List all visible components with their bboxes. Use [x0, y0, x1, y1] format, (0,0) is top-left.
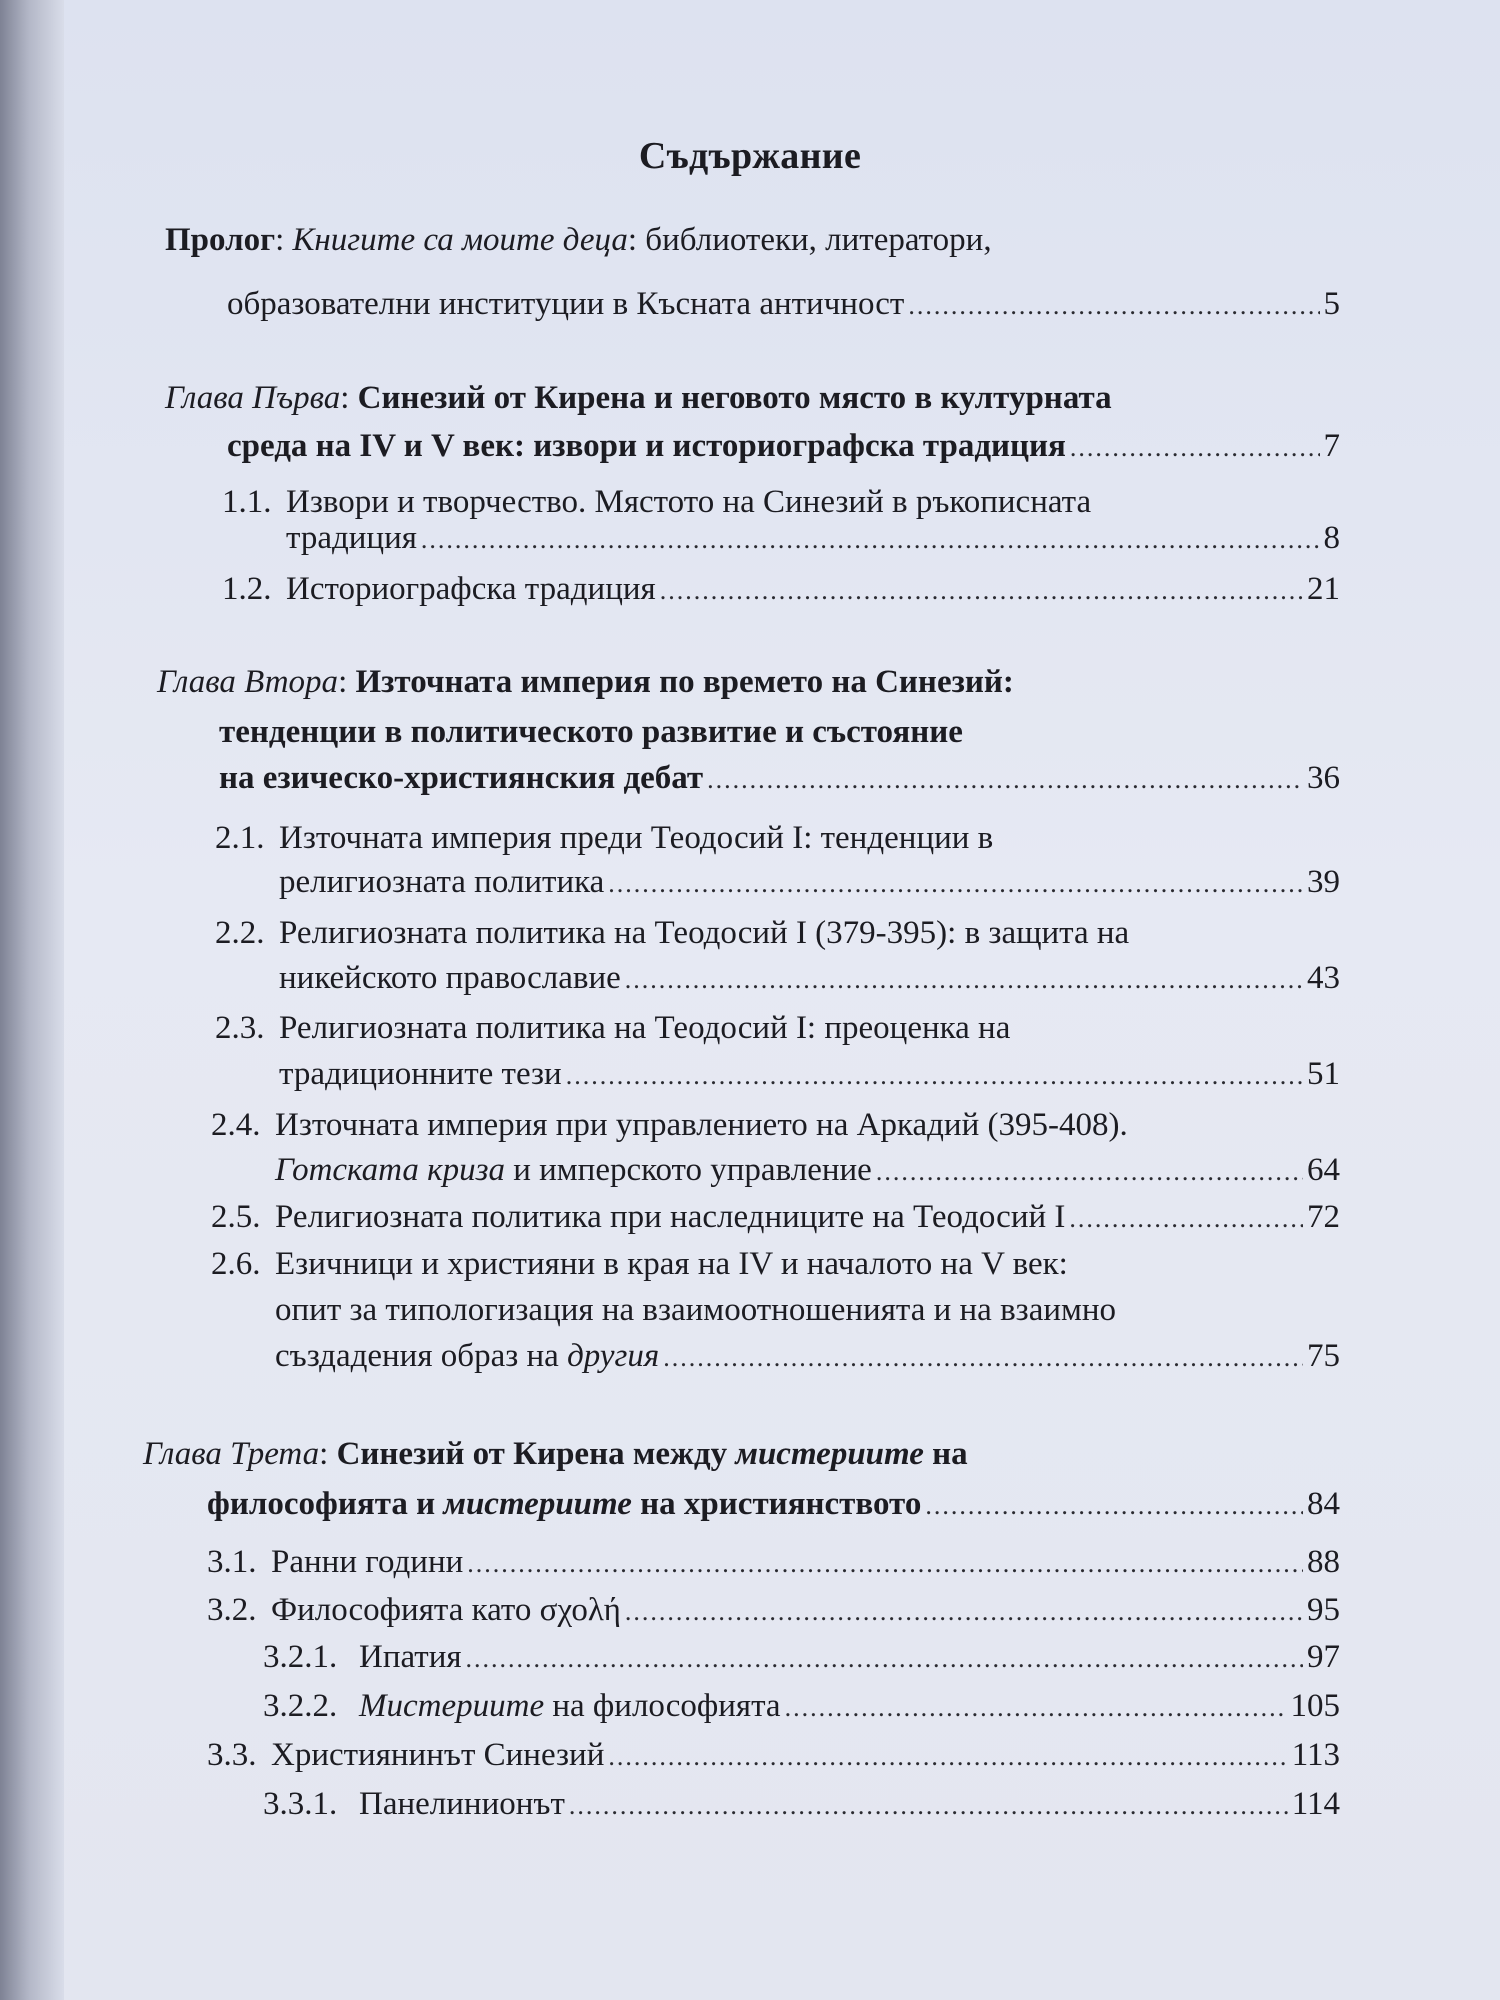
toc-entry-chapter-3: Глава Трета: Синезий от Кирена между мистериите на [143, 1436, 968, 1472]
page-number: 105 [1290, 1688, 1340, 1724]
toc-entry-chapter-1: Глава Първа: Синезий от Кирена и неговото място в културната [165, 380, 1112, 416]
page-number: 5 [1323, 286, 1340, 322]
leader-dots [1069, 1204, 1303, 1234]
toc-entry-chapter-2-line3: на езическо-християнския дебат ..... 36 [219, 760, 1340, 798]
leader-dots [466, 1644, 1303, 1674]
toc-section-1-1-line2: традиция ..... 8 [286, 520, 1340, 558]
toc-section-1-1: 1.1. Извори и творчество. Мястото на Синезий в ръкописната [222, 484, 1092, 520]
leader-dots [625, 1597, 1303, 1627]
leader-dots [421, 525, 1320, 555]
toc-section-2-4-line2: Готската криза и имперското управление ..... 64 [275, 1152, 1340, 1190]
leader-dots [660, 576, 1303, 606]
page-title: Съдържание [638, 135, 862, 177]
toc-section-3-1: 3.1. Ранни години ..... 88 [207, 1544, 1340, 1582]
page-number: 84 [1307, 1486, 1340, 1522]
page-number: 51 [1307, 1056, 1340, 1092]
leader-dots [569, 1791, 1288, 1821]
toc-section-3-2: 3.2. Философията като σχολή ..... 95 [207, 1592, 1340, 1630]
toc-section-3-3-1: 3.3.1. Панелинионът ..... 114 [263, 1786, 1340, 1824]
toc-section-2-1: 2.1. Източната империя преди Теодосий I: тенденции в [215, 820, 994, 856]
toc-section-2-6-line2: опит за типологизация на взаимоотношенията и на взаимно [275, 1292, 1117, 1328]
page-number: 7 [1323, 428, 1340, 464]
leader-dots [707, 765, 1303, 795]
toc-section-2-6-line3: създадения образ на другия ..... 75 [275, 1338, 1340, 1376]
toc-section-3-2-2: 3.2.2. Мистериите на философията ..... 105 [263, 1688, 1340, 1726]
toc-entry-prologue: Пролог: Книгите са моите деца: библиотеки, литератори, [165, 222, 992, 258]
prologue-label: Пролог [165, 222, 276, 258]
page-number: 75 [1307, 1338, 1340, 1374]
chapter-label: Глава Първа [165, 380, 341, 416]
page-number: 113 [1291, 1737, 1340, 1773]
toc-section-2-6: 2.6. Езичници и християни в края на IV и началото на V век: [211, 1246, 1068, 1282]
leader-dots [925, 1491, 1303, 1521]
toc-section-1-2: 1.2. Историографска традиция ..... 21 [222, 571, 1340, 609]
toc-section-3-2-1: 3.2.1. Ипатия ..... 97 [263, 1639, 1340, 1677]
chapter-label: Глава Втора [157, 664, 339, 700]
leader-dots [467, 1549, 1303, 1579]
toc-entry-prologue-line2: образователни институции в Късната античност ..... 5 [227, 286, 1340, 324]
leader-dots [908, 291, 1319, 321]
page-number: 8 [1323, 520, 1340, 556]
toc-entry-chapter-1-line2: среда на IV и V век: извори и историографска традиция ..... 7 [227, 428, 1340, 466]
toc-section-3-3: 3.3. Християнинът Синезий ..... 113 [207, 1737, 1340, 1775]
page-number: 64 [1307, 1152, 1340, 1188]
leader-dots [608, 869, 1303, 899]
page-number: 95 [1307, 1592, 1340, 1628]
leader-dots [663, 1343, 1303, 1373]
leader-dots [785, 1693, 1287, 1723]
toc-section-2-3: 2.3. Религиозната политика на Теодосий I: преоценка на [215, 1010, 1011, 1046]
page-number: 97 [1307, 1639, 1340, 1675]
page-number: 114 [1291, 1786, 1340, 1822]
toc-entry-chapter-3-line2: философията и мистериите на християнството ..... 84 [207, 1486, 1340, 1524]
toc-entry-chapter-2: Глава Втора: Източната империя по времето на Синезий: [157, 664, 1014, 700]
chapter-label: Глава Трета [143, 1436, 320, 1472]
leader-dots [608, 1742, 1287, 1772]
toc-section-2-2-line2: никейското православие ..... 43 [279, 960, 1340, 998]
toc-section-2-3-line2: традиционните тези ..... 51 [279, 1056, 1340, 1094]
page-number: 39 [1307, 864, 1340, 900]
leader-dots [566, 1061, 1303, 1091]
page-number: 43 [1307, 960, 1340, 996]
page-number: 36 [1307, 760, 1340, 796]
page-number: 88 [1307, 1544, 1340, 1580]
leader-dots [876, 1157, 1303, 1187]
page-number: 21 [1307, 571, 1340, 607]
toc-section-2-2: 2.2. Религиозната политика на Теодосий I (379-395): в защита на [215, 915, 1130, 951]
toc-section-2-5: 2.5. Религиозната политика при наследниците на Теодосий I ..... 72 [211, 1199, 1340, 1237]
leader-dots [1070, 433, 1320, 463]
toc-section-2-4: 2.4. Източната империя при управлението на Аркадий (395-408). [211, 1107, 1128, 1143]
toc-entry-chapter-2-line2: тенденции в политическото развитие и състояние [219, 714, 963, 750]
page-number: 72 [1307, 1199, 1340, 1235]
toc-section-2-1-line2: религиозната политика ..... 39 [279, 864, 1340, 902]
leader-dots [625, 965, 1303, 995]
